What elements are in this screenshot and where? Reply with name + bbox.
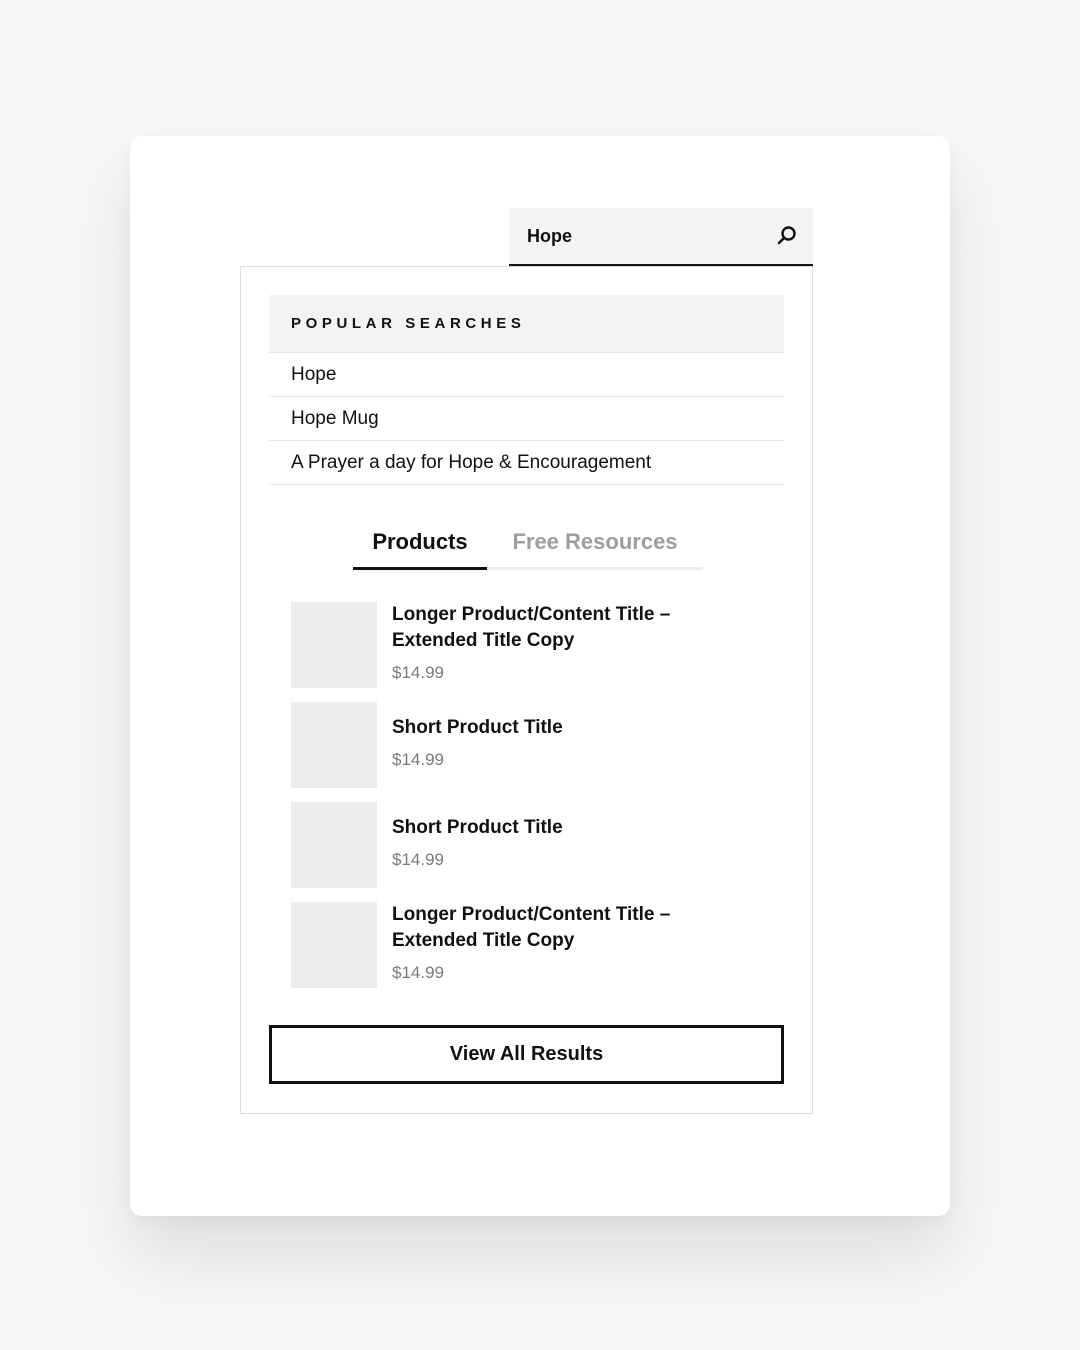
popular-search-item[interactable]: Hope <box>269 353 784 397</box>
results-tabs <box>353 525 703 570</box>
search-input[interactable] <box>527 208 767 264</box>
product-thumbnail <box>291 702 377 788</box>
popular-search-item[interactable]: A Prayer a day for Hope & Encouragement <box>269 441 784 485</box>
popular-searches-list <box>269 353 784 485</box>
product-title: Short Product Title <box>392 817 563 838</box>
product-price: $14.99 <box>392 963 444 982</box>
product-price: $14.99 <box>392 850 444 869</box>
product-title: Longer Product/Content Title – Extended Title Copy <box>392 604 671 651</box>
popular-search-item[interactable]: Hope Mug <box>269 397 784 441</box>
view-all-results-button[interactable]: View All Results <box>269 1025 784 1084</box>
product-item[interactable] <box>291 902 771 988</box>
product-thumbnail <box>291 902 377 988</box>
tab-free-resources[interactable]: Free Resources <box>512 529 678 554</box>
popular-searches-header <box>269 295 784 353</box>
product-price: $14.99 <box>392 663 444 682</box>
tab-products[interactable]: Products <box>353 525 487 570</box>
product-item[interactable] <box>291 602 771 688</box>
product-thumbnail <box>291 802 377 888</box>
product-price: $14.99 <box>392 750 444 769</box>
search-icon[interactable] <box>775 224 799 248</box>
product-thumbnail <box>291 602 377 688</box>
product-title: Short Product Title <box>392 717 563 738</box>
product-title: Longer Product/Content Title – Extended Title Copy <box>392 904 671 951</box>
product-item[interactable] <box>291 802 771 888</box>
popular-searches-title: POPULAR SEARCHES <box>291 315 526 332</box>
search-bar <box>509 208 813 266</box>
product-item[interactable] <box>291 702 771 788</box>
search-results-dropdown <box>240 266 813 1114</box>
